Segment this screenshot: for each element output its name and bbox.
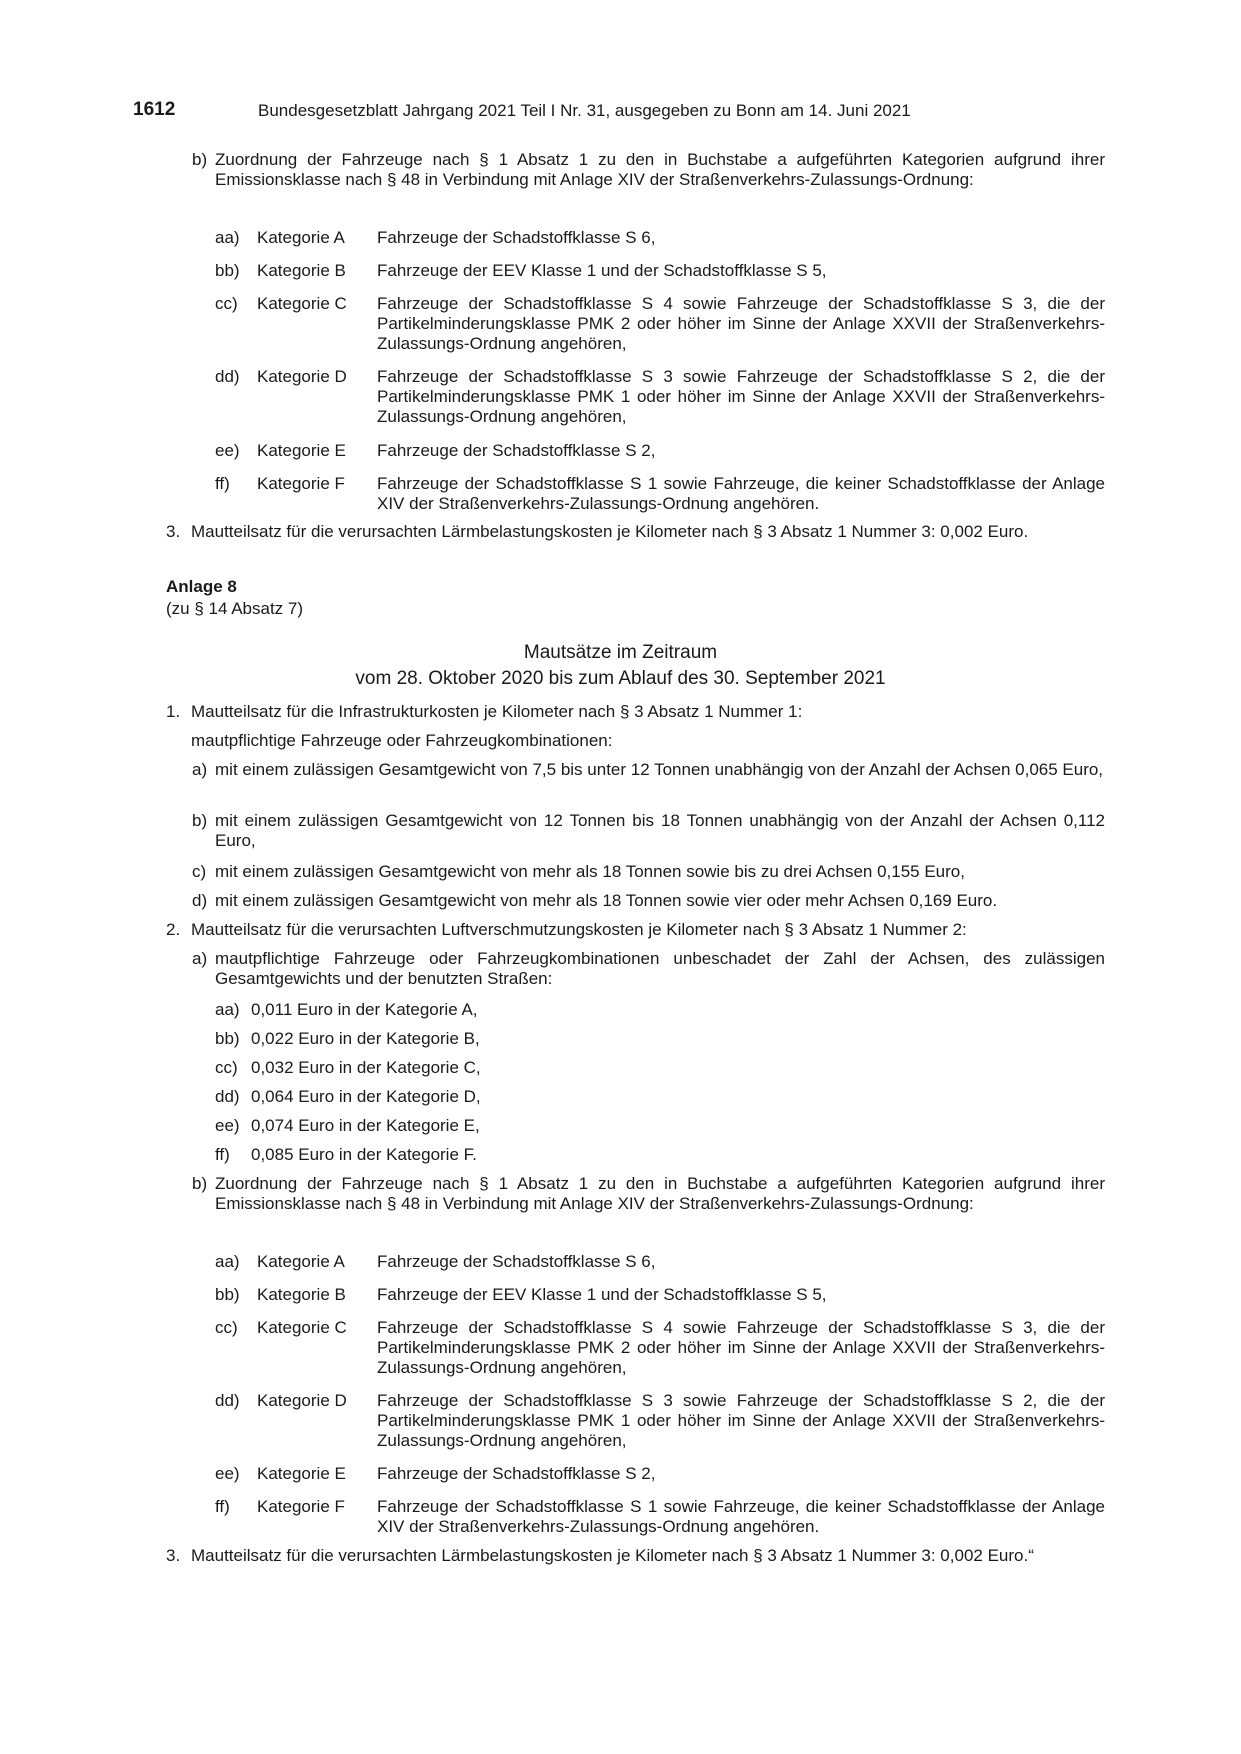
list-label: a) bbox=[192, 760, 208, 779]
page-header bbox=[0, 100, 1241, 124]
category-text: Fahrzeuge der Schadstoffklasse S 3 sowie Fahrzeuge der Schadstoffklasse S 2, die der Partikelminderungsklasse PMK 1 oder höher im Sinne der Anlage XXVII der Straßenverkehrs-Zulassungs-Ordnung angehören, bbox=[377, 1391, 1105, 1450]
category-text: Fahrzeuge der Schadstoffklasse S 1 sowie Fahrzeuge, die keiner Schadstoffklasse der Anlage XIV der Straßenverkehrs-Zulassungs-Ordnung angehören. bbox=[377, 474, 1105, 513]
category-name: Kategorie B bbox=[257, 261, 346, 280]
category-name: Kategorie D bbox=[257, 367, 347, 386]
category-label: ff) bbox=[215, 1497, 230, 1516]
rate-label: dd) bbox=[215, 1087, 240, 1106]
rate-text: 0,011 Euro in der Kategorie A, bbox=[251, 1000, 478, 1019]
category-name: Kategorie C bbox=[257, 294, 347, 313]
category-text: Fahrzeuge der Schadstoffklasse S 2, bbox=[377, 441, 656, 460]
category-text: Fahrzeuge der Schadstoffklasse S 6, bbox=[377, 228, 656, 247]
category-name: Kategorie A bbox=[257, 1252, 345, 1271]
category-label: cc) bbox=[215, 294, 238, 313]
header-title: Bundesgesetzblatt Jahrgang 2021 Teil I Nr. 31, ausgegeben zu Bonn am 14. Juni 2021 bbox=[258, 101, 911, 120]
category-label: cc) bbox=[215, 1318, 238, 1337]
category-label: ee) bbox=[215, 1464, 240, 1483]
category-text: Fahrzeuge der Schadstoffklasse S 4 sowie Fahrzeuge der Schadstoffklasse S 3, die der Partikelminderungsklasse PMK 2 oder höher im Sinne der Anlage XXVII der Straßenverkehrs-Zulassungs-Ordnung angehören, bbox=[377, 294, 1105, 353]
list-text: mit einem zulässigen Gesamtgewicht von 12 Tonnen bis 18 Tonnen unabhängig von der Anzahl der Achsen 0,112 Euro, bbox=[215, 811, 1105, 850]
rate-label: cc) bbox=[215, 1058, 238, 1077]
list-label: d) bbox=[192, 891, 208, 910]
category-name: Kategorie F bbox=[257, 1497, 345, 1516]
category-text: Fahrzeuge der Schadstoffklasse S 1 sowie Fahrzeuge, die keiner Schadstoffklasse der Anlage XIV der Straßenverkehrs-Zulassungs-Ordnung angehören. bbox=[377, 1497, 1105, 1536]
page-number: 1612 bbox=[133, 99, 176, 120]
item-label: 3. bbox=[166, 522, 181, 541]
category-name: Kategorie A bbox=[257, 228, 345, 247]
category-label: aa) bbox=[215, 1252, 240, 1271]
category-text: Fahrzeuge der EEV Klasse 1 und der Schadstoffklasse S 5, bbox=[377, 1285, 827, 1304]
category-label: aa) bbox=[215, 228, 240, 247]
category-label: ee) bbox=[215, 441, 240, 460]
category-text: Fahrzeuge der Schadstoffklasse S 4 sowie Fahrzeuge der Schadstoffklasse S 3, die der Partikelminderungsklasse PMK 2 oder höher im Sinne der Anlage XXVII der Straßenverkehrs-Zulassungs-Ordnung angehören, bbox=[377, 1318, 1105, 1377]
category-name: Kategorie D bbox=[257, 1391, 347, 1410]
category-text: Fahrzeuge der Schadstoffklasse S 6, bbox=[377, 1252, 656, 1271]
category-name: Kategorie E bbox=[257, 1464, 346, 1483]
item-text: Mautteilsatz für die verursachten Luftverschmutzungskosten je Kilometer nach § 3 Absatz 1 Nummer 2: bbox=[191, 920, 967, 939]
list-text: mit einem zulässigen Gesamtgewicht von 7,5 bis unter 12 Tonnen unabhängig von der Anzahl der Achsen 0,065 Euro, bbox=[215, 760, 1104, 779]
anlage-reference: (zu § 14 Absatz 7) bbox=[166, 599, 304, 618]
category-label: dd) bbox=[215, 1391, 240, 1410]
rate-label: aa) bbox=[215, 1000, 240, 1019]
category-label: bb) bbox=[215, 1285, 240, 1304]
category-name: Kategorie F bbox=[257, 474, 345, 493]
list-text: mautpflichtige Fahrzeuge oder Fahrzeugkombinationen unbeschadet der Zahl der Achsen, des zulässigen Gesamtgewichts und der benutzten Straßen: bbox=[215, 949, 1105, 988]
list-text: Zuordnung der Fahrzeuge nach § 1 Absatz 1 zu den in Buchstabe a aufgeführten Kategorien aufgrund ihrer Emissionsklasse nach § 48 in Verbindung mit Anlage XIV der Straßenverkehrs-Zulassungs-Ordnung: bbox=[215, 1174, 1105, 1213]
category-label: dd) bbox=[215, 367, 240, 386]
category-name: Kategorie E bbox=[257, 441, 346, 460]
category-label: bb) bbox=[215, 261, 240, 280]
list-text: mit einem zulässigen Gesamtgewicht von mehr als 18 Tonnen sowie bis zu drei Achsen 0,155 Euro, bbox=[215, 862, 965, 881]
rate-label: ee) bbox=[215, 1116, 240, 1135]
item-label: 3. bbox=[166, 1546, 181, 1565]
section-title: Mautsätze im Zeitraum bbox=[523, 642, 718, 663]
item-text: Mautteilsatz für die Infrastrukturkosten je Kilometer nach § 3 Absatz 1 Nummer 1: bbox=[191, 702, 803, 721]
category-text: Fahrzeuge der EEV Klasse 1 und der Schadstoffklasse S 5, bbox=[377, 261, 827, 280]
list-label: b) bbox=[192, 811, 208, 830]
rate-text: 0,032 Euro in der Kategorie C, bbox=[251, 1058, 481, 1077]
rate-text: 0,064 Euro in der Kategorie D, bbox=[251, 1087, 481, 1106]
item-1-subheading: mautpflichtige Fahrzeuge oder Fahrzeugkombinationen: bbox=[191, 731, 613, 750]
item-label: 2. bbox=[166, 920, 181, 939]
anlage-title: Anlage 8 bbox=[166, 577, 237, 596]
rate-label: bb) bbox=[215, 1029, 240, 1048]
category-text: Fahrzeuge der Schadstoffklasse S 2, bbox=[377, 1464, 656, 1483]
section-subtitle: vom 28. Oktober 2020 bis zum Ablauf des 30. September 2021 bbox=[355, 668, 886, 689]
item-text: Zuordnung der Fahrzeuge nach § 1 Absatz 1 zu den in Buchstabe a aufgeführten Kategorien aufgrund ihrer Emissionsklasse nach § 48 in Verbindung mit Anlage XIV der Straßenverkehrs-Zulassungs-Ordnung: bbox=[215, 150, 1105, 189]
item-label: b) bbox=[192, 150, 208, 169]
rate-text: 0,022 Euro in der Kategorie B, bbox=[251, 1029, 480, 1048]
list-label: a) bbox=[192, 949, 208, 968]
list-label: c) bbox=[192, 862, 207, 881]
category-name: Kategorie B bbox=[257, 1285, 346, 1304]
category-label: ff) bbox=[215, 474, 230, 493]
category-name: Kategorie C bbox=[257, 1318, 347, 1337]
rate-label: ff) bbox=[215, 1145, 230, 1164]
item-label: 1. bbox=[166, 702, 181, 721]
item-text: Mautteilsatz für die verursachten Lärmbelastungskosten je Kilometer nach § 3 Absatz 1 Nummer 3: 0,002 Euro. bbox=[191, 522, 1029, 541]
rate-text: 0,085 Euro in der Kategorie F. bbox=[251, 1145, 477, 1164]
list-label: b) bbox=[192, 1174, 208, 1193]
item-text: Mautteilsatz für die verursachten Lärmbelastungskosten je Kilometer nach § 3 Absatz 1 Nummer 3: 0,002 Euro.“ bbox=[191, 1546, 1034, 1565]
category-text: Fahrzeuge der Schadstoffklasse S 3 sowie Fahrzeuge der Schadstoffklasse S 2, die der Partikelminderungsklasse PMK 1 oder höher im Sinne der Anlage XXVII der Straßenverkehrs-Zulassungs-Ordnung angehören, bbox=[377, 367, 1105, 426]
rate-text: 0,074 Euro in der Kategorie E, bbox=[251, 1116, 480, 1135]
list-text: mit einem zulässigen Gesamtgewicht von mehr als 18 Tonnen sowie vier oder mehr Achsen 0,169 Euro. bbox=[215, 891, 998, 910]
